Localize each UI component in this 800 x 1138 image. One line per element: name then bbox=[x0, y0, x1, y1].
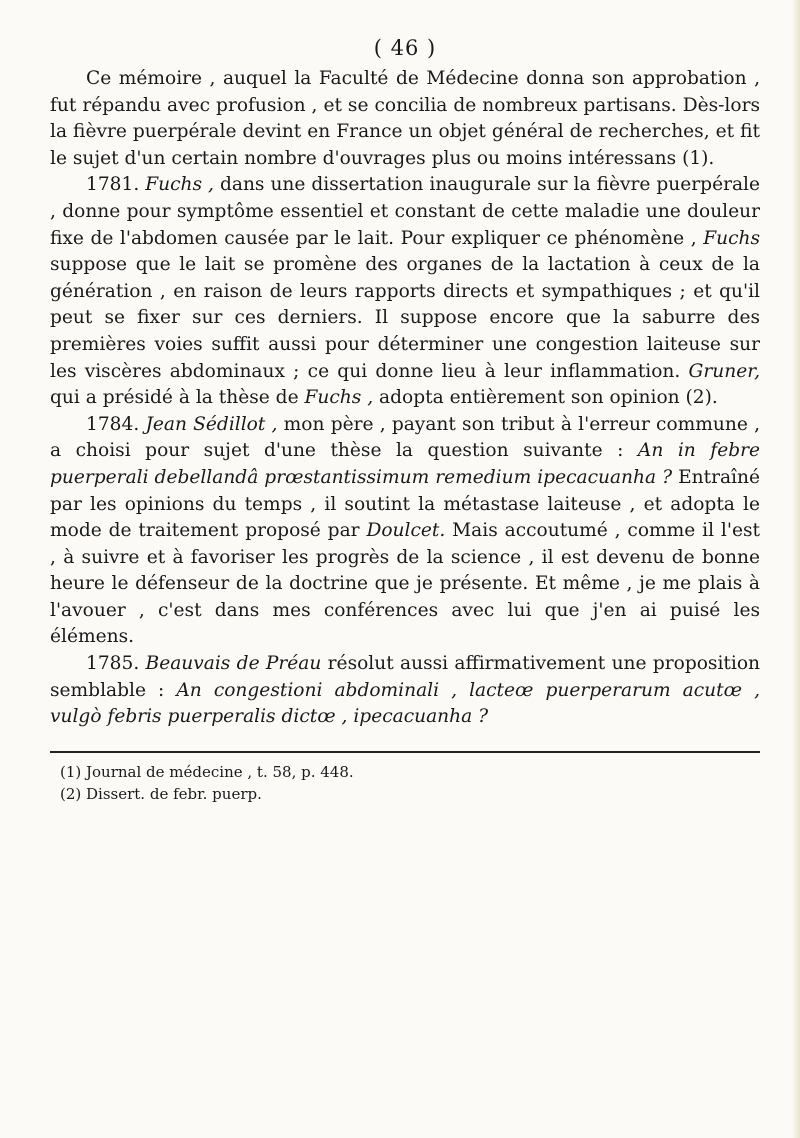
footnote-separator bbox=[50, 751, 760, 753]
text-segment: dans une dissertation inaugurale sur la fièvre puerpérale , donne pour symptôme essentiel et constant de cette maladie une douleur fixe de l'abdomen causée par le lait. Pour expliquer ce phénomène , bbox=[50, 174, 760, 249]
text-segment: suppose que le lait se promène des organes de la lactation à ceux de la génération , en raison de leurs rapports directs et sympathiques ; et qu'il peut se fixer sur ces derniers. Il suppose encore que la saburre des premières voies suffit aussi pour déterminer une congestion laiteuse sur les viscères abdominaux ; ce qui donne lieu à leur inflammation. bbox=[50, 254, 760, 382]
text-segment: mon père , payant son tribut à l'erreur commune , a choisi pour sujet d'une thèse la question suivante : bbox=[50, 413, 761, 462]
text-segment: résolut aussi affirmativement une proposition semblable : bbox=[50, 653, 761, 701]
year-1784: 1784. bbox=[86, 413, 146, 435]
author-doulcet: Doulcet. bbox=[366, 520, 446, 542]
paragraph-4 bbox=[50, 651, 760, 731]
text-segment: Ce mémoire , auquel la Faculté de Médecine donna son approbation , fut répandu avec profusion , et se concilia de nombreux partisans. Dès-lors la fièvre puerpérale devint en France un objet général de recherches, et fit le sujet d'un certain nombre d'ouvrages plus ou moins intéressans (1). bbox=[50, 68, 760, 169]
footnotes bbox=[50, 761, 760, 805]
latin-proposition: An congestioni abdominali , lacteœ puerperarum acutœ , vulgò febris puerperalis dictœ , ipecacuanha ? bbox=[50, 679, 760, 728]
text-segment: Mais accoutumé , comme il l'est , à suivre et à favoriser les progrès de la science , il est devenu de bonne heure le défenseur de la doctrine que je présente. Et même , je me plais à l'avouer , c'est dans mes conférences avec lui que j'en ai puisé les élémens. bbox=[50, 520, 760, 648]
author-sedillot: Jean Sédillot , bbox=[145, 413, 278, 435]
page-edge bbox=[792, 0, 800, 1138]
paragraph-2 bbox=[50, 172, 760, 411]
author-beauvais: Beauvais de Préau bbox=[145, 653, 322, 675]
book-page bbox=[50, 36, 760, 805]
text-segment: Entraîné par les opinions du temps , il soutint la métastase laiteuse , et adopta le mode de traitement proposé par bbox=[50, 466, 760, 542]
text-segment: qui a présidé à la thèse de bbox=[50, 387, 305, 409]
year-1785: 1785. bbox=[86, 653, 146, 675]
footnote-1: (1) Journal de médecine , t. 58, p. 448. bbox=[60, 762, 354, 781]
body-text bbox=[50, 66, 760, 731]
footnote-2: (2) Dissert. de febr. puerp. bbox=[60, 784, 262, 803]
page-number: ( 46 ) bbox=[373, 36, 437, 60]
author-fuchs: Fuchs bbox=[703, 227, 760, 249]
author-fuchs: Fuchs , bbox=[145, 174, 214, 196]
text-segment: adopta entièrement son opinion (2). bbox=[373, 387, 718, 409]
author-gruner: Gruner, bbox=[688, 360, 760, 382]
year-1781: 1781. bbox=[86, 174, 146, 196]
author-fuchs: Fuchs , bbox=[304, 387, 374, 409]
latin-thesis-question: An in febre puerperali debellandâ prœstantissimum remedium ipecacuanha ? bbox=[50, 440, 760, 488]
paragraph-3 bbox=[50, 412, 760, 651]
paragraph-1 bbox=[50, 66, 760, 172]
